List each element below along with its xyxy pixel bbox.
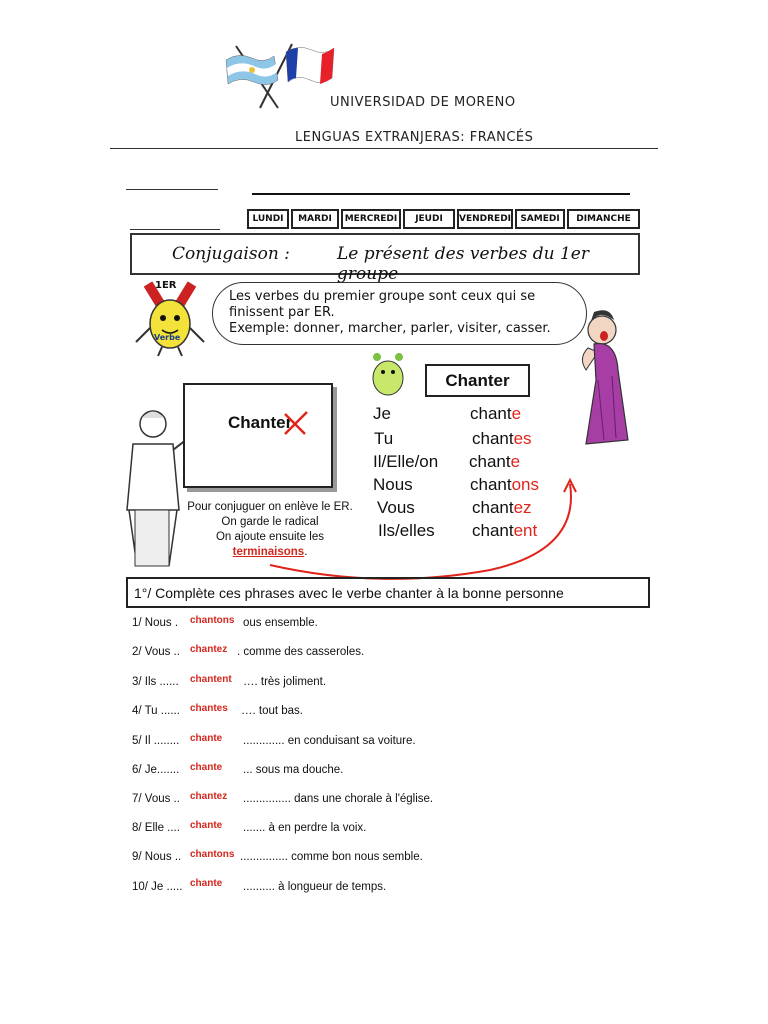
rule-line-3: On ajoute ensuite les bbox=[215, 531, 325, 543]
bubble-line-1: Les verbes du premier groupe sont ceux qui se bbox=[229, 289, 536, 304]
exercise-4-end: …. tout bas. bbox=[241, 705, 304, 717]
day-dimanche: DIMANCHE bbox=[567, 209, 640, 229]
arrow-icon bbox=[260, 470, 590, 585]
bubble-line-3: Exemple: donner, marcher, parler, visiter, casser. bbox=[229, 321, 551, 336]
day-lundi: LUNDI bbox=[247, 209, 289, 229]
date-line bbox=[252, 193, 630, 195]
conj-ending-2: es bbox=[513, 429, 532, 448]
conj-ending-3: e bbox=[510, 452, 521, 471]
exercise-10-answer: chante bbox=[190, 878, 223, 889]
board-ending: er bbox=[276, 413, 293, 432]
exercise-2-end: . comme des casseroles. bbox=[237, 646, 365, 658]
day-vendredi: VENDREDI bbox=[457, 209, 513, 229]
exercise-6-end: ... sous ma douche. bbox=[243, 764, 344, 776]
badge-label-bottom: Verbe bbox=[154, 333, 181, 342]
singing-woman-icon bbox=[568, 300, 648, 450]
exercise-3-end: …. très joliment. bbox=[243, 676, 327, 688]
day-mardi: MARDI bbox=[291, 209, 339, 229]
exercise-5-end: ............. en conduisant sa voiture. bbox=[243, 735, 416, 747]
conj-radical-4: chant bbox=[470, 475, 512, 494]
rule-dot: . bbox=[304, 546, 308, 558]
bubble-line-2: finissent par ER. bbox=[229, 305, 335, 320]
day-mercredi: MERCREDI bbox=[341, 209, 401, 229]
header-divider bbox=[110, 148, 658, 149]
conj-verb-2 bbox=[472, 429, 532, 449]
day-jeudi: JEUDI bbox=[403, 209, 455, 229]
conj-ending-5: ez bbox=[513, 498, 532, 517]
exercise-1-end: ous ensemble. bbox=[243, 617, 318, 629]
exercise-3-answer: chantent bbox=[190, 674, 232, 685]
rule-line-2: On garde le radical bbox=[221, 516, 319, 528]
rule-speech-bubble bbox=[212, 282, 587, 345]
exercise-3-start: 3/ Ils ...... bbox=[132, 676, 179, 688]
green-mascot-icon bbox=[365, 352, 411, 398]
exercise-5-answer: chante bbox=[190, 733, 223, 744]
cross-out-icon bbox=[283, 410, 309, 436]
conj-pronoun-2: Tu bbox=[374, 429, 394, 448]
badge-label-top: 1ER bbox=[155, 280, 177, 291]
exercise-1-start: 1/ Nous . bbox=[132, 617, 179, 629]
exercise-2-start: 2/ Vous .. bbox=[132, 646, 180, 658]
department-name: LENGUAS EXTRANJERAS: FRANCÉS bbox=[295, 130, 534, 145]
conj-radical-5: chant bbox=[472, 498, 514, 517]
conj-verb-1 bbox=[470, 404, 521, 424]
exercise-4-answer: chantes bbox=[190, 703, 228, 714]
conj-radical-2: chant bbox=[472, 429, 514, 448]
exercise-4-start: 4/ Tu ...... bbox=[132, 705, 180, 717]
lesson-title-left: Conjugaison : bbox=[172, 244, 290, 264]
exercise-1-answer: chantons bbox=[190, 615, 235, 626]
verb-title-box: Chanter bbox=[425, 364, 530, 397]
conj-ending-1: e bbox=[511, 404, 522, 423]
conj-verb-3 bbox=[469, 452, 520, 472]
conj-radical-6: chant bbox=[472, 521, 514, 540]
exercise-10-start: 10/ Je ..... bbox=[132, 881, 183, 893]
rule-line-1: Pour conjuguer on enlève le ER. bbox=[187, 501, 353, 513]
exercise-7-answer: chantez bbox=[190, 791, 228, 802]
exercise-9-end: ............... comme bon nous semble. bbox=[240, 851, 423, 863]
exercise-7-end: ............... dans une chorale à l'église. bbox=[243, 793, 434, 805]
day-samedi: SAMEDI bbox=[515, 209, 565, 229]
lesson-title-box bbox=[130, 233, 640, 284]
exercise-9-answer: chantons bbox=[190, 849, 235, 860]
conj-radical-3: chant bbox=[469, 452, 511, 471]
lesson-title-right: Le présent des verbes du 1er groupe bbox=[337, 244, 589, 284]
exercise-2-answer: chantez bbox=[190, 644, 228, 655]
flags-logo bbox=[218, 40, 338, 112]
conj-ending-4: ons bbox=[511, 475, 540, 494]
exercise-8-start: 8/ Elle .... bbox=[132, 822, 180, 834]
conj-pronoun-1: Je bbox=[373, 404, 391, 423]
exercise-title: 1°/ Complète ces phrases avec le verbe chanter à la bonne personne bbox=[134, 584, 564, 601]
exercise-8-end: ....... à en perdre la voix. bbox=[243, 822, 367, 834]
exercise-9-start: 9/ Nous .. bbox=[132, 851, 182, 863]
exercise-8-answer: chante bbox=[190, 820, 223, 831]
exercise-5-start: 5/ Il ........ bbox=[132, 735, 180, 747]
conj-pronoun-4: Nous bbox=[373, 475, 413, 494]
conj-ending-6: ent bbox=[513, 521, 538, 540]
exercise-6-answer: chante bbox=[190, 762, 223, 773]
board-radical-text: Chant bbox=[228, 413, 277, 432]
exercise-title-box bbox=[126, 577, 650, 608]
name-line-1 bbox=[126, 189, 218, 190]
exercise-6-start: 6/ Je....... bbox=[132, 764, 180, 776]
exercise-10-end: .......... à longueur de temps. bbox=[243, 881, 387, 893]
exercise-7-start: 7/ Vous .. bbox=[132, 793, 180, 805]
conj-pronoun-5: Vous bbox=[377, 498, 415, 517]
conj-pronoun-6: Ils/elles bbox=[378, 521, 435, 540]
university-name: UNIVERSIDAD DE MORENO bbox=[330, 95, 516, 110]
rule-keyword: terminaisons bbox=[232, 546, 305, 558]
conj-pronoun-3: Il/Elle/on bbox=[373, 452, 439, 471]
conj-radical-1: chant bbox=[470, 404, 512, 423]
verb-mascot-icon bbox=[130, 280, 210, 358]
name-line-2 bbox=[130, 229, 220, 230]
